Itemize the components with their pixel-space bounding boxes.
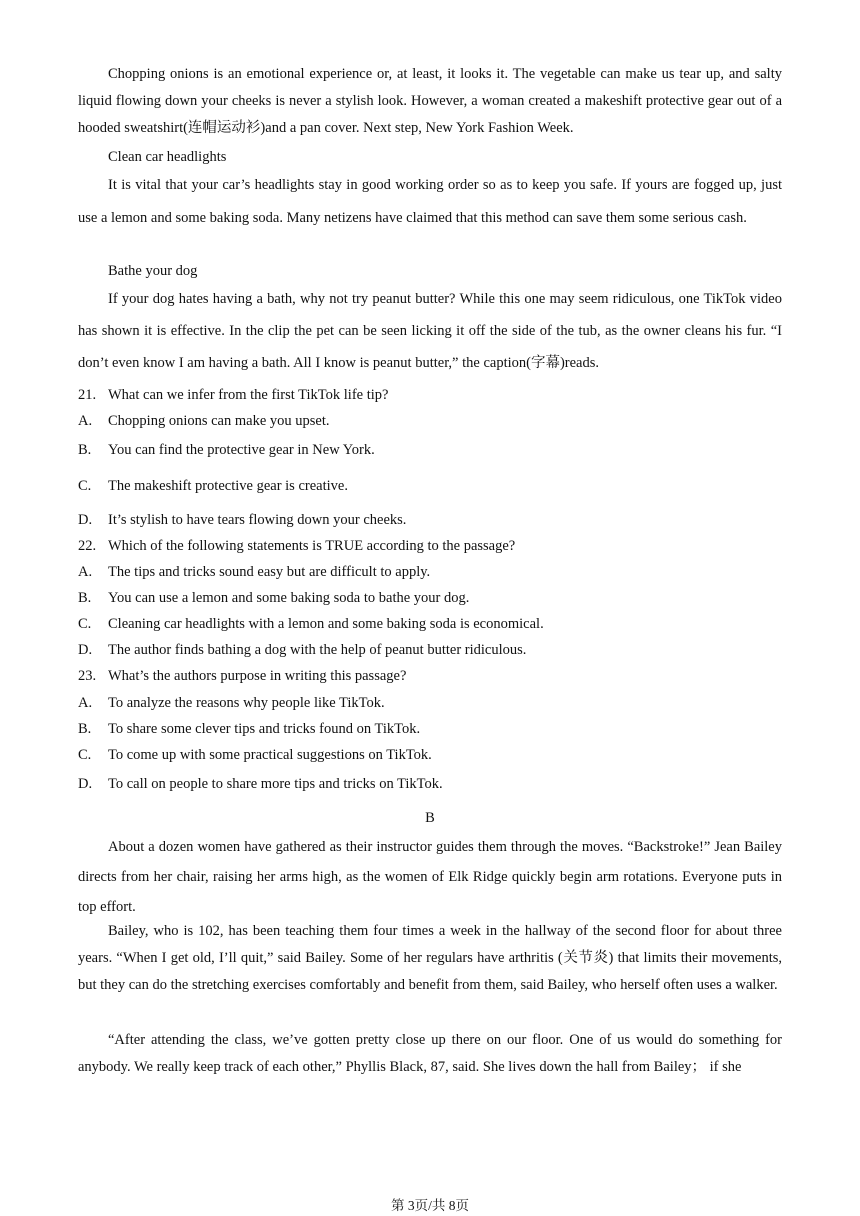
question-stem — [78, 536, 782, 556]
subheading-bathe-your-dog: Bathe your dog — [108, 263, 198, 279]
question-text: What’s the authors purpose in writing this passage? — [108, 668, 407, 684]
option-text: To analyze the reasons why people like TikTok. — [108, 695, 385, 711]
passage-a-paragraph-1: Chopping onions is an emotional experience or, at least, it looks it. The vegetable can make us tear up, and salty liquid flowing down your cheeks is never a stylish look. However, a woman created a makeshift protective gear out of a hooded sweatshirt(连帽运动衫)and a pan cover. Next step, New York Fashion Week. — [78, 66, 782, 136]
question-stem — [78, 385, 782, 405]
answer-option — [78, 411, 782, 431]
section-heading-b: B — [425, 810, 435, 826]
option-letter: B. — [78, 590, 92, 606]
question-text: What can we infer from the first TikTok life tip? — [108, 387, 389, 403]
passage-b-paragraph-2: Bailey, who is 102, has been teaching them four times a week in the hallway of the second floor for about three years. “When I get old, I’ll quit,” said Bailey. Some of her regulars have arthritis (关节炎) that limits their movements, but they can do the stretching exercises comfortably and benefit from them, said Bailey, who herself often uses a walker. — [78, 923, 782, 993]
page-number-footer: 第 3页/共 8页 — [390, 1198, 469, 1213]
answer-option — [78, 510, 782, 530]
question-stem — [78, 666, 782, 686]
answer-option — [78, 745, 782, 765]
option-text: The makeshift protective gear is creative. — [108, 478, 348, 494]
answer-option — [78, 476, 782, 496]
answer-option — [78, 440, 782, 460]
option-letter: C. — [78, 616, 92, 632]
option-text: To come up with some practical suggestions on TikTok. — [108, 747, 432, 763]
option-letter: B. — [78, 721, 92, 737]
question-number: 21. — [78, 387, 97, 403]
answer-option — [78, 693, 782, 713]
option-text: To call on people to share more tips and tricks on TikTok. — [108, 776, 443, 792]
option-text: The tips and tricks sound easy but are difficult to apply. — [108, 564, 431, 580]
option-text: It’s stylish to have tears flowing down your cheeks. — [108, 512, 407, 528]
passage-a-paragraph-3: If your dog hates having a bath, why not try peanut butter? While this one may seem ridiculous, one TikTok video has shown it is effective. In the clip the pet can be seen licking it off the side of the tub, as the owner cleans his fur. “I don’t even know I am having a bath. All I know is peanut butter,” the caption(字幕)reads. — [78, 291, 782, 371]
answer-option — [78, 719, 782, 739]
question-number: 22. — [78, 538, 97, 554]
passage-b-paragraph-1: About a dozen women have gathered as their instructor guides them through the moves. “Backstroke!” Jean Bailey directs from her chair, raising her arms high, as the women of Elk Ridge quickly begin arm rotations. Everyone puts in top effort. — [78, 839, 782, 915]
passage-b-paragraph-3: “After attending the class, we’ve gotten pretty close up there on our floor. One of us would do something for anybody. We really keep track of each other,” Phyllis Black, 87, said. She lives down the hall from Bailey； if she — [78, 1032, 782, 1075]
answer-option — [78, 588, 782, 608]
answer-option — [78, 614, 782, 634]
option-text: To share some clever tips and tricks found on TikTok. — [108, 721, 421, 737]
option-text: Chopping onions can make you upset. — [108, 413, 330, 429]
option-letter: D. — [78, 512, 93, 528]
option-text: You can find the protective gear in New York. — [108, 442, 375, 458]
question-text: Which of the following statements is TRUE according to the passage? — [108, 538, 516, 554]
option-text: Cleaning car headlights with a lemon and some baking soda is economical. — [108, 616, 544, 632]
option-letter: A. — [78, 695, 93, 711]
answer-option — [78, 774, 782, 794]
answer-option — [78, 562, 782, 582]
answer-option — [78, 640, 782, 660]
option-text: The author finds bathing a dog with the help of peanut butter ridiculous. — [108, 642, 527, 658]
option-letter: A. — [78, 564, 93, 580]
option-letter: D. — [78, 776, 93, 792]
option-letter: A. — [78, 413, 93, 429]
subheading-clean-car-headlights: Clean car headlights — [108, 149, 227, 165]
option-text: You can use a lemon and some baking soda to bathe your dog. — [108, 590, 470, 606]
option-letter: B. — [78, 442, 92, 458]
passage-a-paragraph-2: It is vital that your car’s headlights stay in good working order so as to keep you safe. If yours are fogged up, just use a lemon and some baking soda. Many netizens have claimed that this method can save them some serious cash. — [78, 177, 782, 226]
question-number: 23. — [78, 668, 97, 684]
option-letter: C. — [78, 478, 92, 494]
option-letter: C. — [78, 747, 92, 763]
option-letter: D. — [78, 642, 93, 658]
